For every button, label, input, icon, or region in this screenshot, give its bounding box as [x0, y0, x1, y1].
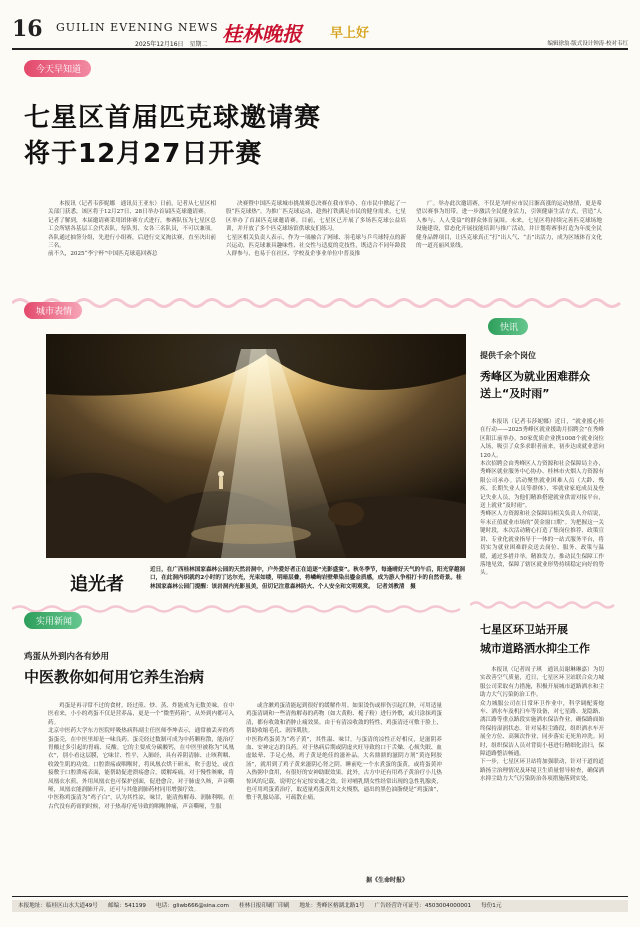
wavy-divider-top — [12, 296, 628, 310]
editor-credits: 编辑徐翁·版式设计钟涛·校对韦红 — [547, 41, 628, 47]
top-story-col-1: 本报讯（记者韦莎妮娜 通讯员王亚东）日前，记者从七星区相关部门获悉，该区将于12月27日、28日举办首届匹克球邀请赛。 记者了解到，本届邀请赛采用团体赛方式进行，参赛队伍为七星区总工会所辖各基层工会代表队，每队男、女各三名队员，不可以兼项。各队通过抽签分组，先进行小组赛，后进行交叉淘汰赛，直至决出前三名。 前不久，2025“李宁杯”中国匹克球巡回赛总 — [48, 201, 216, 258]
quick-body: 本报讯（记者韦莎妮娜）近日，“就业援心桂在行动——2025秀峰区就业援助月招聘会”在秀峰区阳江前举办。50家优质企业携1008个就业岗位入场，吸引了众多求职者前来，初步达成就业意向120人。 本次招聘会由秀峰区人力资源和社会保障局主办，秀峰区就业服务中心协办、桂林市火烟人力资源有限公司承办。活动聚焦就业困难人员（大龄、残疾、长期失业人员等群体），零就业家庭成员及登记失业人员，为他们精准搭建就业供需对接平台，送上就业“及时雨”。 秀峰区人力资源和社会保障局相关负责人介绍说，年末正值就业市场的“黄金窗口期”。为把握这一关键时段，本次活动精心打造了集岗位推荐、政策宣讲、专业化就业指导于一体的一站式服务平台，将切实为就业困难群众送去岗位、服务、政策与温暖，通过多措并举，精准发力，推动民生保障工作落地见效，保障了辖区就业形势持续稳定向好的势头。 — [480, 419, 604, 577]
paper-english-name: GUILIN EVENING NEWS — [56, 21, 219, 34]
section-tag-quick: 快讯 — [488, 318, 528, 335]
egg-col-2: 或含漱鸡蛋清能起到很好的缓解作用。如果烫伤或摔伤引起红肿，可用适量鸡蛋清调和一些清热解毒的药物（如大黄粉、栀子粉）进行外敷，或只涂抹鸡蛋清，都有收敛和消肿止痛效果。由于有清凉收敛的特性，鸡蛋清还可敷于脸上，帮助收缩毛孔、润泽肌肤。 中医称鸡蛋黄为“鸡子黄”，其性温、味甘，与蛋清的凉性正好相反，是滋阴养血、安神定志的良药。对于热病后期或阴虚火旺导致的口干舌燥、心烦失眠、血虚眩晕、手足心热，鸡子黄是绝佳的滋补品。大名鼎鼎的滋阴方剂“黄连阿胶汤”，就用到了鸡子黄来滋阴心肾之阴。睡前吃一个水煮蛋的蛋黄，或将蛋黄冲入热粥中食用，有很好的安神助眠效果。此外，古方中还有用鸡子黄治疗小儿热惊风的记载，说明它有定惊安魂之效。针对哺乳期女性经常出现的急性乳腺炎，也可用鸡蛋黄治疗，取适量鸡蛋黄用文火慢熬，逼出的黑色油脂便是“鸡蛋油”，敷于乳腺局部，可疏散止痛。 — [246, 703, 442, 802]
egg-col-1: 鸡蛋是再寻常不过的食材，经过煎、炒、蒸、炸能成为无数美味。在中医看来，小小的鸡蛋不仅是营养品，更是一个“微型药箱”，从外到内都可入药。 北京中医药大学东方医院呼吸热病科副主任医师李坤表示，通常被丢弃的鸡蛋蛋壳，在中医里却是一味良药。蛋壳经过数制可成为中药颗粒散，能治疗胃酸过多引起的胃痛、反酸。它的主要成分碳酸钙，在中医里被称为“凤凰衣”，别小看这层膜，它味甘、性平，入肺经，具有养阴清肺、止咳利咽、收敛生肌的功效。口腔溃疡或咽喉时，将凤凰衣烘干研末，吹于患处，或直接敷于口腔溃疡表面，能帮助促进溃疡愈合，缓解疼痛。对于慢性咳嗽，将凤凰衣水煎，外用凤凰衣也可保护创面，促进愈合。对于肺虚久咳，声音嘶哑，凤凰衣能润肺开音，还可与其他润肺药材同用增强疗效。 中医称鸡蛋清为“鸡子白”，认为其性凉，味甘，能清热解毒、润肺利咽。在古代没有药膏的时候，对于热毒疗疮导致的咽喉肿痛，声音嘶哑，生服 — [48, 703, 234, 810]
footer-printer: 桂林日报印刷厂印刷 — [239, 903, 290, 909]
egg-kicker: 鸡蛋从外到内各有妙用 — [24, 652, 110, 662]
footer-rule — [12, 896, 628, 897]
quick-kicker: 提供千余个岗位 — [480, 351, 536, 360]
top-story-col-3: 广。举办此次邀请赛，不仅是为呼应市民日渐高涨的运动热情，更是希望以赛事为纽带，进一步激活全民健身活力，引领健康生活方式，营造“人人参与、人人受益”的群众体育氛围。未来，七星区将持续完善匹克球场地设施建设，常态化开展技能培训与推广活动，并计划将赛事打造为年度全民健身品牌项目，让匹克球真正“打”出人气、“击”出活力，成为区域体育文化的一道亮丽风景线。 — [416, 201, 602, 250]
paper-logo: 桂林晚报 — [222, 22, 302, 46]
seven-body: 本报讯（记者周子琪 通讯员谢琳琳嘉）为切实改善空气质量，近日，七星区环卫站联合众力城服公司采取有力措施，积极开展城市道路洒水和尘助力大气污染防治工作。 众力城服公司在日常环卫作业中，科学调配雾炮车、洒水车及机扫车等设备，对七星路、龙隐路、漓江路等重点路段实施洒水保洁作业，确保路面始终保持湿润状态。针对易积尘路段，组织洒水车开展全方位、高频次作业，同步落实无死角冲洗。同时，组织保洁人员对背街小巷进行精细化清扫，保障道路整洁畅通。 下一步，七星区环卫站将加强联动，针对干道的道路扬尘治理情况及环境卫生质量督导检查，确保洒水抑尘助力大气污染防治各项措施落到实处。 — [480, 667, 604, 783]
section-name: 早上好 — [330, 26, 370, 41]
section-tag-today: 今天早知道 — [24, 60, 91, 77]
footer-tel: 电话： — [155, 903, 173, 909]
egg-source: 据《生命时报》 — [366, 877, 409, 884]
header-rule — [12, 48, 628, 50]
page-number: 16 — [12, 16, 43, 42]
top-story-col-2: 决赛暨中国匹克球城市挑战赛总决赛在我市举办，在市民中掀起了一股“匹克球热”。为推广匹克球运动，趁热打铁满足市民的健身需求，七星区举办了首届匹克球邀请赛。目前，七星区已开展了多场匹克球公益培训，并开放了多个匹克球场馆供球友们练习。 七星区相关负责人表示，作为一项融合了网球、羽毛球与乒乓球特点的新兴运动，匹克球兼具趣味性、社交性与适度的竞技性，既适合不同年龄段人群参与，也易于在社区、学校及企事业单位中普及推 — [226, 201, 406, 258]
section-tag-city: 城市表情 — [24, 302, 82, 319]
quick-title-line-2: 送上“及时雨” — [480, 387, 550, 400]
footer-zip: 邮编：541199 — [107, 903, 146, 909]
footer-address: 本报地址：临桂区山水大道49号 — [18, 903, 98, 909]
headline-line-2: 将于12月27日开赛 — [24, 139, 263, 169]
headline-line-1: 七星区首届匹克球邀请赛 — [24, 103, 322, 133]
issue-date: 2025年12月16日 星期二 — [135, 41, 208, 48]
footer-email: gliwb666@sina.com — [172, 903, 230, 909]
egg-title: 中医教你如何用它养生治病 — [24, 668, 205, 686]
cave-photo — [46, 334, 466, 558]
seven-title-line-2: 城市道路洒水抑尘工作 — [480, 642, 590, 655]
seven-title-line-1: 七星区环卫站开展 — [480, 623, 568, 636]
footer-license: 广告经营许可证号：4503004000001 — [374, 903, 472, 909]
quick-title — [480, 368, 590, 402]
wavy-divider-mid — [12, 604, 468, 614]
photo-title: 追光者 — [70, 574, 124, 595]
footer-bar — [12, 900, 628, 912]
wavy-divider-right — [470, 600, 620, 610]
photo-caption: 近日，在广西桂林国家森林公园的天然岩洞中，户外爱好者正在追逐“光影盛宴”。秋冬季节，每逢晴好天气的午后，阳光穿越洞口，在此洞内织就约2小时的丁达尔光，光束如缕，明暗层叠，将嶙峋岩壁晕染出鎏金质感，成为游人争相打卡的自然奇景。桂林国家森林公园门提醒：该岩洞内光影虽美，但切记注意森林防火、个人安全和文明观赏。 记者刘教清 摄 — [150, 567, 466, 590]
seven-title — [480, 620, 590, 658]
quick-title-line-1: 秀峰区为就业困难群众 — [480, 370, 590, 383]
headline — [24, 100, 321, 172]
footer-printer-address: 地址：秀峰区榕湖北路1号 — [299, 903, 365, 909]
section-tag-practical: 实用新闻 — [24, 612, 82, 629]
footer-price: 每份1元 — [481, 903, 502, 909]
